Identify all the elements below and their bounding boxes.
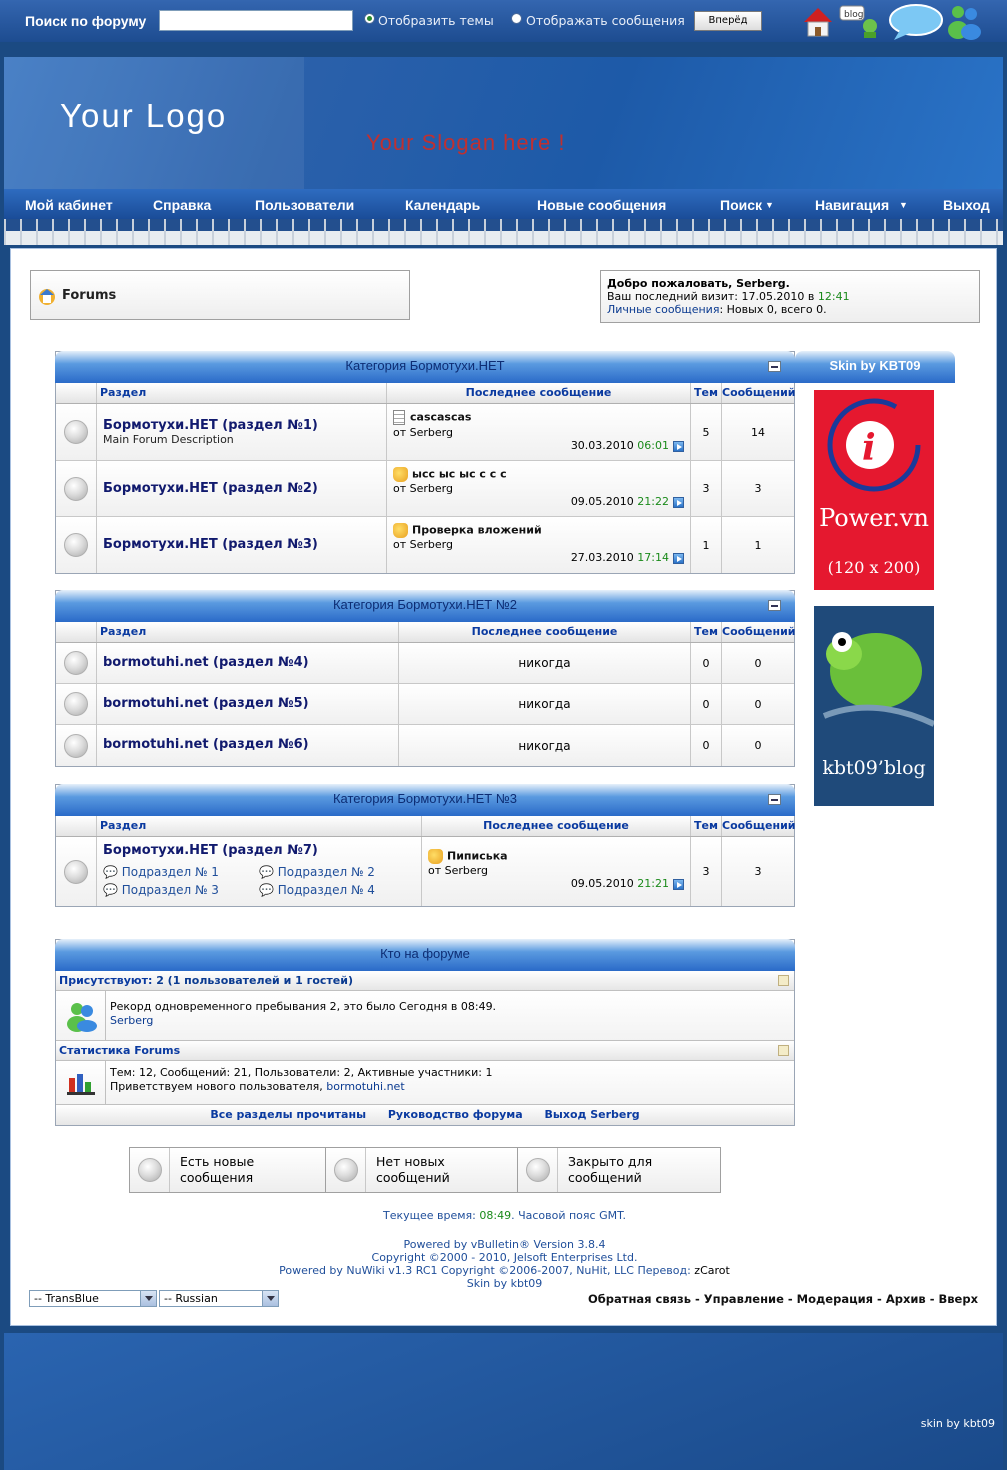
page-bottom [4,1333,1003,1470]
forum-status-icon [64,533,88,557]
forum-status-icon [64,692,88,716]
skin-credit: skin by kbt09 [920,1417,995,1430]
category-title[interactable]: Категория Бормотухи.НЕТ №2 [332,597,518,612]
forum-row: bormotuhi.net (раздел №6) никогда 0 0 [56,725,794,766]
chevron-down-icon [262,1291,278,1306]
go-to-last-post-icon[interactable] [673,441,684,452]
category-title[interactable]: Категория Бормотухи.НЕТ [345,358,505,373]
nav-search-dropdown-icon[interactable]: ▼ [765,200,774,210]
statistics-icon [67,1070,95,1096]
forum-row: Бормотухи.НЕТ (раздел №3) Проверка вложений от Serberg 27.03.2010 17:14 1 1 [56,517,794,573]
go-to-last-post-icon[interactable] [673,879,684,890]
collapse-icon[interactable] [778,1045,789,1056]
power-logo-icon [814,390,934,495]
category-1 [55,351,795,574]
subforum-link[interactable]: 💬 Подраздел № 3 [103,883,219,897]
forum-row: Бормотухи.НЕТ (раздел №7) 💬 Подраздел № 1 💬 Подраздел № 2 💬 Подраздел № 3 💬 Подраздел № 4 Пиписька от Serberg 09.05.2010 21:21 3 3 [56,837,794,906]
online-user-link[interactable]: Serberg [110,1014,154,1027]
forum-home-icon[interactable] [37,286,57,306]
site-slogan: Your Slogan here ! [366,130,566,155]
thumbs-up-icon [393,523,408,538]
whos-online-title[interactable]: Кто на форуме [55,939,795,971]
locked-icon [526,1158,550,1182]
icon-legend: Есть новые сообщения Нет новых сообщений Закрыто для сообщений [129,1147,721,1193]
subforum-link[interactable]: 💬 Подраздел № 1 [103,865,219,879]
forum-row: bormotuhi.net (раздел №5) никогда 0 0 [56,684,794,725]
nav-my-cabinet[interactable]: Мой кабинет [25,197,113,213]
nav-users[interactable]: Пользователи [255,197,355,213]
last-post-link[interactable]: Пиписька [447,849,508,863]
blog-icon[interactable] [838,2,884,40]
footer-link-archive[interactable]: Архив [885,1292,926,1306]
main-nav [4,189,1003,219]
ad-banner-power[interactable]: i Power.vn (120 x 200) [814,390,934,590]
last-post-link[interactable]: Проверка вложений [412,523,542,537]
forum-rules-link[interactable]: Руководство форума [387,1108,523,1121]
nav-search[interactable]: Поиск [720,197,763,213]
nav-logout[interactable]: Выход [943,197,990,213]
main-content [10,248,997,1326]
private-messages-link[interactable]: Личные сообщения [607,303,720,316]
style-select[interactable]: -- TransBlue [29,1290,157,1307]
document-icon [393,410,405,425]
forum-link[interactable]: bormotuhi.net (раздел №5) [103,696,309,711]
svg-text:i: i [862,427,876,469]
col-last-post: Последнее сообщение [387,383,691,403]
forum-link[interactable]: bormotuhi.net (раздел №6) [103,737,309,752]
forum-status-icon [64,477,88,501]
users-icon[interactable] [944,2,984,40]
nav-calendar[interactable]: Календарь [405,197,481,213]
home-icon[interactable] [798,2,838,40]
thumbs-up-icon [428,849,443,864]
forum-link[interactable]: Бормотухи.НЕТ (раздел №2) [103,481,318,496]
whos-online: Кто на форуме Присутствуют: 2 (1 пользователей и 1 гостей) Рекорд одновременного пребывания 2, это было Сегодня в 08:49. Serberg Статистика Forums Тем: 12, Сообщений: 21, Пользователи: 2, Активные участники: 1 Приветствуем нового пользователя, bormotuhi.net Все разделы прочитаны Руководство форума Выход Serberg [55,939,795,1126]
search-go-button[interactable]: Вперёд [694,11,762,31]
forum-link[interactable]: Бормотухи.НЕТ (раздел №3) [103,537,318,552]
site-logo[interactable]: Your Logo [60,97,228,134]
last-post-link[interactable]: ысс ыс ыс с с с [412,467,507,481]
radio-show-posts[interactable] [511,13,522,24]
footer-link-top[interactable]: Вверх [938,1292,978,1306]
chameleon-icon [814,606,934,746]
logout-link[interactable]: Выход Serberg [544,1108,640,1121]
breadcrumb [30,270,410,320]
top-search-bar [0,0,1007,42]
collapse-icon[interactable] [778,975,789,986]
welcome-box: Добро пожаловать, Serberg. Ваш последний визит: 17.05.2010 в 12:41 Личные сообщения: Новых 0, всего 0. [600,270,980,323]
category-title[interactable]: Категория Бормотухи.НЕТ №3 [332,791,518,806]
forum-row: Бормотухи.НЕТ (раздел №2) ысс ыс ыс с с с от Serberg 09.05.2010 21:22 3 3 [56,461,794,517]
radio-show-topics-label[interactable]: Отобразить темы [378,13,494,28]
new-posts-icon [138,1158,162,1182]
forum-status-icon [64,734,88,758]
sidebar-title: Skin by KBT09 [795,351,955,383]
chat-bubble-icon[interactable] [888,2,944,40]
mark-all-read-link[interactable]: Все разделы прочитаны [210,1108,367,1121]
category-3: Категория Бормотухи.НЕТ №3 Раздел Последнее сообщение Тем Сообщений Бормотухи.НЕТ (раздел №7) 💬 Подраздел № 1 💬 Подраздел № 2 💬 Подраздел № 3 💬 Подраздел № 4 Пиписька от Serberg 09.05.2010 21:21 3 3 [55,784,795,907]
col-section: Раздел [97,383,387,403]
nav-navigation[interactable]: Навигация [815,197,890,213]
forum-status-icon [64,651,88,675]
thumbs-up-icon [393,467,408,482]
forum-link[interactable]: bormotuhi.net (раздел №4) [103,655,309,670]
search-label: Поиск по форуму [25,13,147,29]
footer-links: Обратная связь - Управление - Модерация - Архив - Вверх [587,1292,978,1306]
radio-show-topics[interactable] [364,13,375,24]
breadcrumb-forums-link[interactable]: Forums [62,288,117,303]
copyright: Powered by vBulletin® Version 3.8.4 Copyright ©2000 - 2010, Jelsoft Enterprises Ltd. Powered by NuWiki v1.3 RC1 Copyright ©2006-2007, NuHit, LLC Перевод: zCarot Skin by kbt09 [279,1238,730,1290]
category-2: Категория Бормотухи.НЕТ №2 Раздел Последнее сообщение Тем Сообщений bormotuhi.net (раздел №4) никогда 0 0 bormotuhi.net (раздел №5) никогда 0 0 bormotuhi.net (раздел №6) никогда 0 0 [55,590,795,767]
ring-binder-decoration [4,219,1003,245]
nav-help[interactable]: Справка [153,197,212,213]
col-topics: Тем [691,383,722,403]
chevron-down-icon [140,1291,156,1306]
go-to-last-post-icon[interactable] [673,497,684,508]
collapse-icon[interactable] [768,600,781,611]
col-posts: Сообщений [722,386,796,399]
subforum-link[interactable]: 💬 Подраздел № 2 [259,865,375,879]
radio-show-posts-label[interactable]: Отображать сообщения [526,13,685,28]
nav-new-posts[interactable]: Новые сообщения [537,197,667,213]
ad-banner-kbt09-blog[interactable]: kbt09’blog [814,606,934,806]
search-input[interactable] [159,10,353,31]
language-select[interactable]: -- Russian [159,1290,279,1307]
footer-link-feedback[interactable]: Обратная связь [587,1292,691,1306]
welcome-username: Serberg. [736,277,790,290]
online-users-link[interactable]: 2 (1 пользователей и 1 гостей) [156,974,353,987]
subforum-link[interactable]: 💬 Подраздел № 4 [259,883,375,897]
online-users-icon [64,1000,98,1032]
no-new-posts-icon [334,1158,358,1182]
go-to-last-post-icon[interactable] [673,553,684,564]
stats-label: Статистика Forums [59,1044,181,1057]
last-post-link[interactable]: cascascas [410,410,472,424]
footer-link-admin[interactable]: Управление [703,1292,784,1306]
current-time: Текущее время: 08:49. Часовой пояс GMT. [382,1209,626,1222]
collapse-icon[interactable] [768,794,781,805]
forum-row: bormotuhi.net (раздел №4) никогда 0 0 [56,643,794,684]
footer-link-moderation[interactable]: Модерация [796,1292,874,1306]
forum-status-icon [64,420,88,444]
nav-navigation-dropdown-icon[interactable]: ▼ [899,200,908,210]
site-header [4,57,1003,189]
forum-link[interactable]: Бормотухи.НЕТ (раздел №1) [103,418,318,433]
forum-row: Бормотухи.НЕТ (раздел №1) Main Forum Description cascascas от Serberg 30.03.2010 06:01 5 14 [56,404,794,461]
newest-user-link[interactable]: bormotuhi.net [326,1080,405,1093]
forum-link[interactable]: Бормотухи.НЕТ (раздел №7) [103,843,318,858]
collapse-icon[interactable] [768,361,781,372]
forum-status-icon [64,860,88,884]
svg-text:blog: blog [844,10,864,20]
